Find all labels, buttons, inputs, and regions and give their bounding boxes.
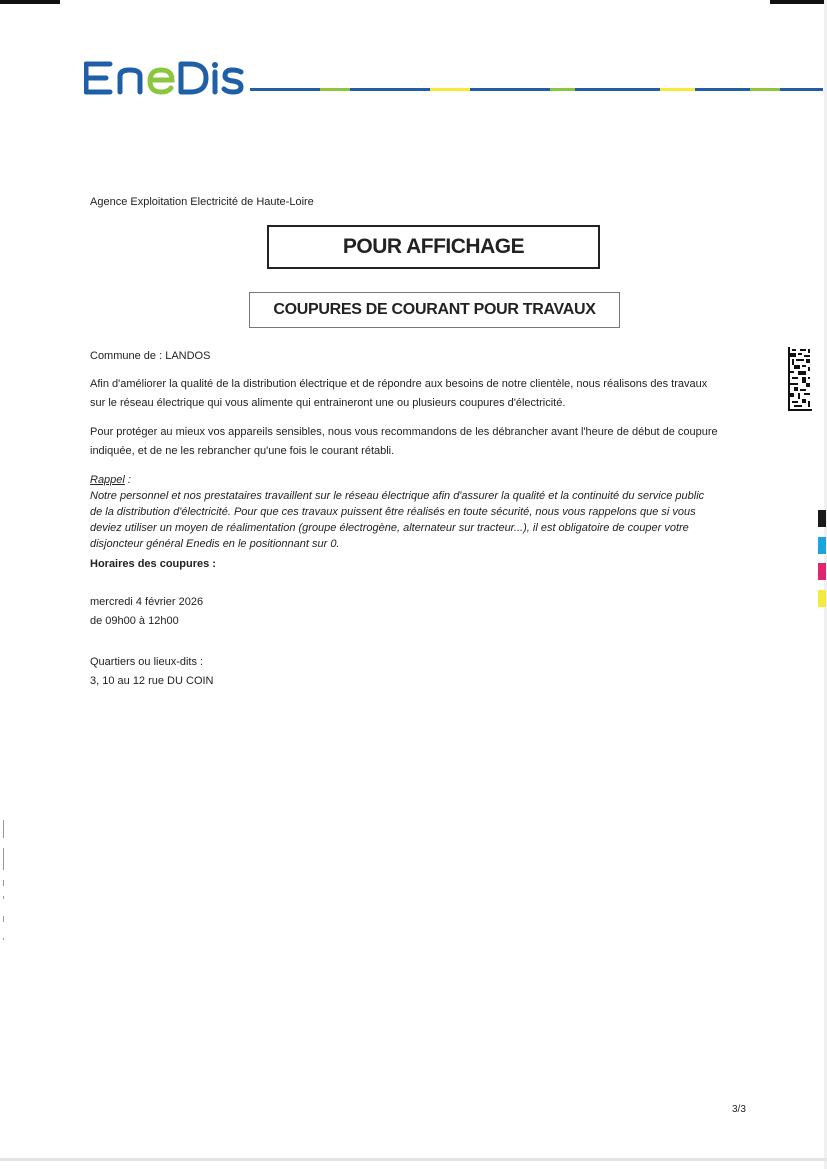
rappel-label: Rappel	[90, 474, 125, 486]
datamatrix-barcode-icon	[788, 347, 812, 411]
intro-line-2: sur le réseau électrique qui vous alimente qui entraineront une ou plusieurs coupures d'électricité.	[90, 397, 566, 409]
rappel-line-2: de la distribution d'électricité. Pour que ces travaux puissent être réalisés en toute sécurité, nous vous rappelons que si vous	[90, 506, 696, 518]
logo-underline	[250, 88, 823, 91]
schedule-heading: Horaires des coupures :	[90, 558, 216, 570]
agency-name: Agence Exploitation Electricité de Haute-Loire	[90, 196, 314, 208]
scan-corner-mark-right	[770, 0, 827, 4]
locations-heading: Quartiers ou lieux-dits :	[90, 656, 204, 668]
locations-value: 3, 10 au 12 rue DU COIN	[90, 675, 214, 687]
rappel-label-suffix: :	[124, 474, 131, 486]
cmyk-yellow-patch	[818, 590, 826, 607]
rappel-heading	[90, 472, 760, 488]
rappel-line-1: Notre personnel et nos prestataires travaillent sur le réseau électrique afin d'assurer la qualité et la continuité du service public	[90, 490, 705, 502]
cmyk-black-patch	[818, 510, 826, 527]
page-subtitle: COUPURES DE COURANT POUR TRAVAUX	[249, 292, 620, 328]
intro-line-1: Afin d'améliorer la qualité de la distribution électrique et de répondre aux besoins de notre clientèle, nous réalisons des travaux	[90, 378, 708, 390]
rappel-line-4: disjoncteur général Enedis en le positionnant sur 0.	[90, 538, 340, 550]
page-number: 3/3	[732, 1104, 746, 1115]
scan-margin-marks	[0, 820, 8, 940]
commune-line: Commune de : LANDOS	[90, 350, 211, 362]
scan-corner-mark-left	[0, 0, 60, 4]
cmyk-magenta-patch	[818, 563, 826, 580]
cmyk-cyan-patch	[818, 537, 826, 554]
schedule-time: de 09h00 à 12h00	[90, 615, 179, 627]
enedis-logo	[84, 58, 244, 98]
scan-edge-bottom	[0, 1158, 827, 1161]
protect-line-1: Pour protéger au mieux vos appareils sensibles, nous vous recommandons de les débrancher avant l'heure de début de coupure	[90, 426, 718, 438]
protect-line-2: indiquée, et de ne les rebrancher qu'une fois le courant rétabli.	[90, 445, 395, 457]
protect-paragraph	[90, 423, 760, 461]
intro-paragraph	[90, 375, 760, 413]
schedule-date: mercredi 4 février 2026	[90, 596, 204, 608]
page-title: POUR AFFICHAGE	[267, 225, 600, 269]
rappel-line-3: deviez utiliser un moyen de réalimentation (groupe électrogène, alternateur sur tracteur...), il est obligatoire de couper votre	[90, 522, 689, 534]
rappel-block	[90, 472, 760, 552]
